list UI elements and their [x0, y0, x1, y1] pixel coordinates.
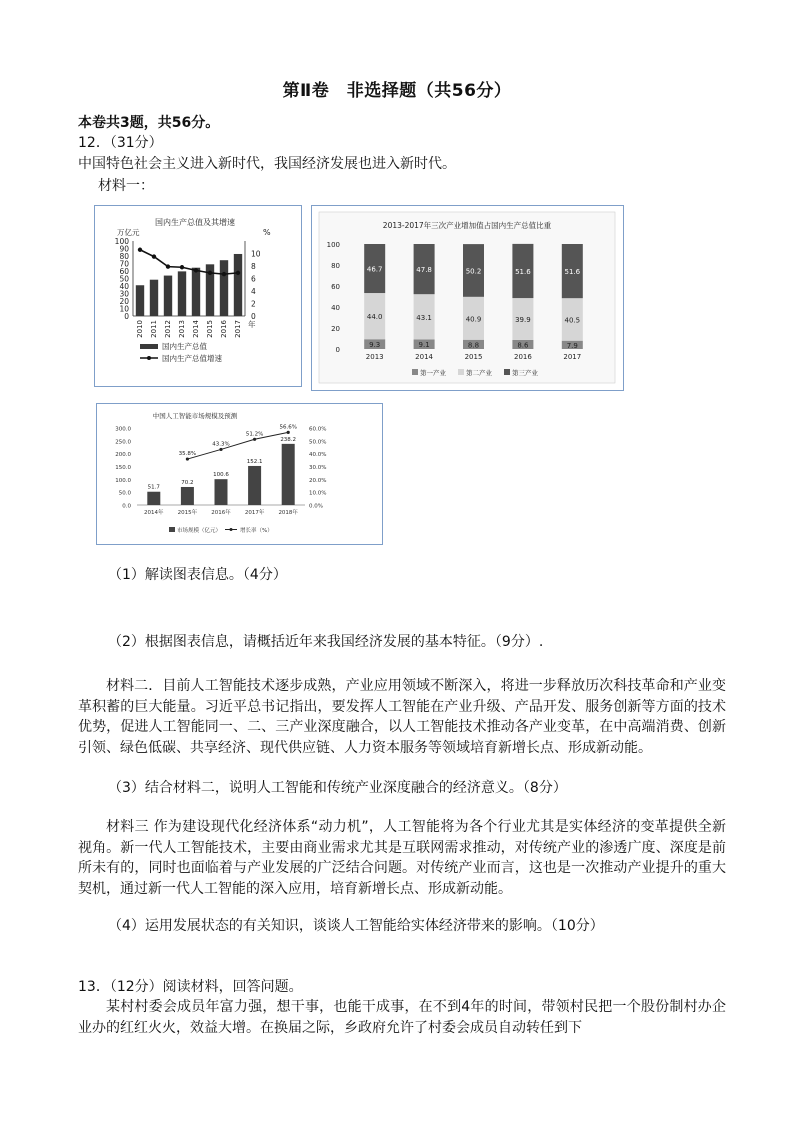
chart1-ytick: 0	[124, 312, 129, 321]
chart3-xtick: 2016年	[211, 510, 231, 516]
chart1-ytick: 20	[119, 297, 129, 306]
q13-text: 某村村委会成员年富力强，想干事，也能干成事，在不到4年的时间，带领村民把一个股份制村办企业办的红红火火，效益大增。在换届之际，乡政府允许了村委会成员自动转任到下	[78, 999, 726, 1036]
chart3-bar-label: 100.6	[213, 472, 229, 479]
chart3-ytick: 100.0	[115, 477, 131, 484]
chart2-ytick: 40	[331, 304, 340, 312]
chart3-y2tick: 0.0%	[309, 503, 323, 510]
chart3-growth-label: 43.3%	[212, 441, 230, 448]
chart2-legend-swatch	[504, 369, 510, 375]
chart1-y2tick: 8	[251, 262, 256, 271]
chart2-data-label: 47.8	[416, 266, 432, 275]
q12-number: 12．（31分）	[78, 135, 163, 151]
q12-sub1: （1）解读图表信息。（4分）	[108, 567, 287, 583]
chart1-xtick: 2014	[192, 320, 200, 338]
chart3-bar-label: 152.1	[246, 458, 263, 465]
chart1-bar	[164, 276, 172, 316]
chart2-data-label: 40.5	[564, 316, 581, 325]
chart1-ytick: 100	[114, 237, 129, 246]
chart2-title: 2013-2017年三次产业增加值占国内生产总值比重	[382, 221, 552, 230]
chart1-y2tick: 6	[251, 274, 256, 284]
chart3-growth-label: 35.8%	[178, 451, 197, 458]
q13-number: 13．（12分）阅读材料，回答问题。	[78, 979, 303, 995]
chart3-growth-point	[219, 448, 222, 451]
chart2-data-label: 46.7	[366, 265, 383, 274]
chart3-bar	[215, 479, 228, 505]
chart3-bar-label: 70.2	[181, 479, 194, 486]
chart1-ytick: 90	[119, 244, 129, 254]
chart3-y2tick: 10.0%	[309, 490, 327, 497]
section-intro: 本卷共3题，共56分。	[78, 115, 220, 131]
chart1-bar	[220, 260, 228, 316]
chart1-ytick: 50	[119, 274, 129, 284]
chart2-xtick: 2013	[365, 353, 384, 361]
chart2-data-label: 8.6	[517, 341, 529, 350]
material2-text: 材料二．目前人工智能技术逐步成熟，产业应用领域不断深入，将进一步释放历次科技革命和产业变革积蓄的巨大能量。习近平总书记指出，要发挥人工智能在产业升级、产品开发、服务创新等方面的技术优势，促进人工智能同一、二、三产业深度融合，以人工智能技术推动各产业变革，在中高端消费、创新引领、绿色低碳、共享经济、现代供应链、人力资本服务等领域培育新增长点、形成新动能。	[78, 678, 726, 756]
chart1-growth-point	[152, 254, 156, 258]
chart2-ytick: 20	[331, 325, 340, 333]
chart1-growth-point	[236, 271, 240, 275]
chart2-ytick: 60	[331, 283, 340, 291]
gdp-chart-svg	[95, 206, 300, 385]
chart1-legend-bar-label: 国内生产总值	[162, 342, 207, 351]
chart1-y-unit: 万亿元	[117, 228, 140, 237]
industry-share-chart	[311, 205, 624, 391]
chart3-legend-bar-swatch	[169, 527, 175, 532]
chart1-x-suffix: 年	[248, 320, 256, 329]
chart3-bar-label: 238.2	[280, 436, 297, 443]
chart2-legend-swatch	[458, 369, 464, 375]
chart2-data-label: 51.6	[515, 267, 531, 276]
chart1-ytick: 10	[119, 304, 129, 314]
gdp-chart	[94, 205, 302, 387]
chart1-y2tick: 4	[251, 287, 256, 296]
chart2-data-label: 9.3	[369, 341, 381, 350]
chart1-legend-bar-swatch	[140, 344, 158, 349]
chart1-legend-line-dot	[147, 356, 151, 360]
chart2-data-label: 40.9	[465, 315, 482, 324]
chart1-y2tick: 0	[251, 312, 256, 321]
chart1-xtick: 2017	[234, 320, 242, 338]
chart1-growth-point	[138, 248, 142, 252]
chart3-ytick: 300.0	[115, 426, 131, 433]
chart1-ytick: 80	[119, 252, 129, 261]
chart2-data-label: 51.6	[564, 268, 581, 277]
chart2-legend-label: 第二产业	[466, 369, 492, 377]
chart3-ytick: 250.0	[115, 439, 131, 446]
chart3-legend-line-dot	[230, 528, 233, 531]
chart3-bar	[147, 492, 160, 505]
chart1-bar	[178, 271, 186, 316]
chart3-y2tick: 50.0%	[309, 439, 327, 446]
ai-market-chart-svg	[97, 404, 381, 543]
chart1-y2tick: 2	[251, 299, 256, 309]
section-title: 第Ⅱ卷 非选择题（共56分）	[282, 81, 512, 101]
chart3-growth-point	[253, 438, 256, 441]
chart2-xtick: 2015	[464, 353, 483, 361]
chart2-data-label: 44.0	[366, 313, 383, 322]
material3-text: 材料三 作为建设现代化经济体系“动力机”，人工智能将为各个行业尤其是实体经济的变革提供全新视角。新一代人工智能技术，主要由商业需求尤其是互联网需求推动，对传统产业的渗透广度、深度是前所未有的，同时也面临着与产业发展的广泛结合问题。对传统产业而言，这也是一次推动产业提升的重大契机，通过新一代人工智能的深入应用，培育新增长点、形成新动能。	[78, 819, 726, 897]
chart1-legend-line-label: 国内生产总值增速	[162, 354, 222, 363]
chart2-data-label: 9.1	[418, 341, 430, 350]
chart1-bar	[136, 285, 144, 316]
chart3-bar	[248, 466, 261, 505]
q12-lead: 中国特色社会主义进入新时代，我国经济发展也进入新时代。	[78, 156, 456, 172]
chart2-data-label: 39.9	[515, 316, 531, 325]
chart2-data-label: 7.9	[566, 341, 578, 350]
chart2-data-label: 50.2	[465, 267, 482, 276]
chart1-bar	[150, 280, 158, 316]
chart1-growth-point	[166, 264, 170, 268]
chart2-xtick: 2014	[415, 353, 434, 361]
chart1-growth-point	[194, 268, 198, 272]
chart3-legend-bar-label: 市场规模（亿元）	[177, 528, 222, 534]
chart1-bar	[234, 254, 242, 316]
chart2-xtick: 2016	[513, 353, 532, 361]
chart1-xtick: 2013	[178, 320, 186, 338]
chart2-legend-label: 第一产业	[420, 369, 446, 377]
chart3-y2tick: 60.0%	[309, 426, 327, 433]
chart2-ytick: 80	[331, 262, 340, 270]
chart3-xtick: 2017年	[244, 510, 265, 516]
chart1-xtick: 2011	[150, 320, 158, 338]
ai-market-chart	[96, 403, 383, 545]
chart3-ytick: 0.0	[122, 503, 131, 510]
chart3-growth-line	[187, 432, 288, 459]
chart1-ytick: 60	[119, 267, 129, 276]
chart1-xtick: 2016	[220, 320, 228, 338]
industry-share-chart-svg	[312, 206, 622, 389]
chart1-growth-point	[222, 272, 226, 276]
chart3-xtick: 2018年	[278, 510, 298, 516]
chart1-ytick: 70	[119, 259, 129, 269]
q12-sub3: （3）结合材料二，说明人工智能和传统产业深度融合的经济意义。（8分）	[108, 780, 567, 796]
q12-sub2: （2）根据图表信息，请概括近年来我国经济发展的基本特征。（9分）.	[108, 634, 544, 650]
chart3-ytick: 50.0	[118, 490, 131, 497]
chart3-ytick: 200.0	[115, 452, 131, 459]
chart1-y2-unit: %	[263, 228, 271, 237]
chart1-growth-point	[180, 265, 184, 269]
chart1-title: 国内生产总值及其增速	[155, 218, 235, 227]
chart3-bar	[282, 444, 295, 505]
chart1-xtick: 2015	[206, 320, 214, 338]
chart3-growth-point	[287, 431, 290, 434]
material1-label: 材料一：	[98, 178, 154, 194]
chart1-growth-point	[208, 271, 212, 275]
chart3-growth-label: 56.6%	[279, 424, 297, 431]
chart1-xtick: 2012	[164, 320, 172, 338]
chart3-title: 中国人工智能市场规模及预测	[152, 412, 238, 420]
chart3-xtick: 2014年	[144, 510, 164, 516]
chart3-bar-label: 51.7	[147, 484, 160, 491]
chart3-y2tick: 20.0%	[309, 477, 327, 484]
chart1-ytick: 30	[119, 289, 129, 299]
chart3-growth-point	[186, 457, 189, 460]
chart2-data-label: 43.1	[416, 313, 432, 322]
chart3-bar	[181, 487, 194, 505]
chart1-xtick: 2010	[136, 320, 144, 338]
chart3-ytick: 150.0	[115, 465, 131, 471]
chart1-bar	[192, 268, 200, 316]
chart3-y2tick: 30.0%	[309, 465, 327, 471]
chart2-legend-swatch	[412, 369, 418, 375]
chart3-xtick: 2015年	[177, 510, 198, 516]
chart2-xtick: 2017	[563, 353, 582, 361]
chart2-legend-label: 第三产业	[512, 369, 538, 377]
chart2-data-label: 8.8	[467, 341, 480, 350]
chart2-ytick: 0	[335, 346, 340, 354]
q12-sub4: （4）运用发展状态的有关知识，谈谈人工智能给实体经济带来的影响。（10分）	[108, 918, 604, 934]
chart3-growth-label: 51.2%	[245, 431, 264, 438]
chart1-ytick: 40	[119, 282, 129, 291]
chart3-legend-line-label: 增长率（%）	[240, 528, 273, 534]
chart2-ytick: 100	[326, 241, 340, 249]
chart1-y2tick: 10	[251, 249, 261, 259]
chart3-y2tick: 40.0%	[309, 452, 327, 459]
